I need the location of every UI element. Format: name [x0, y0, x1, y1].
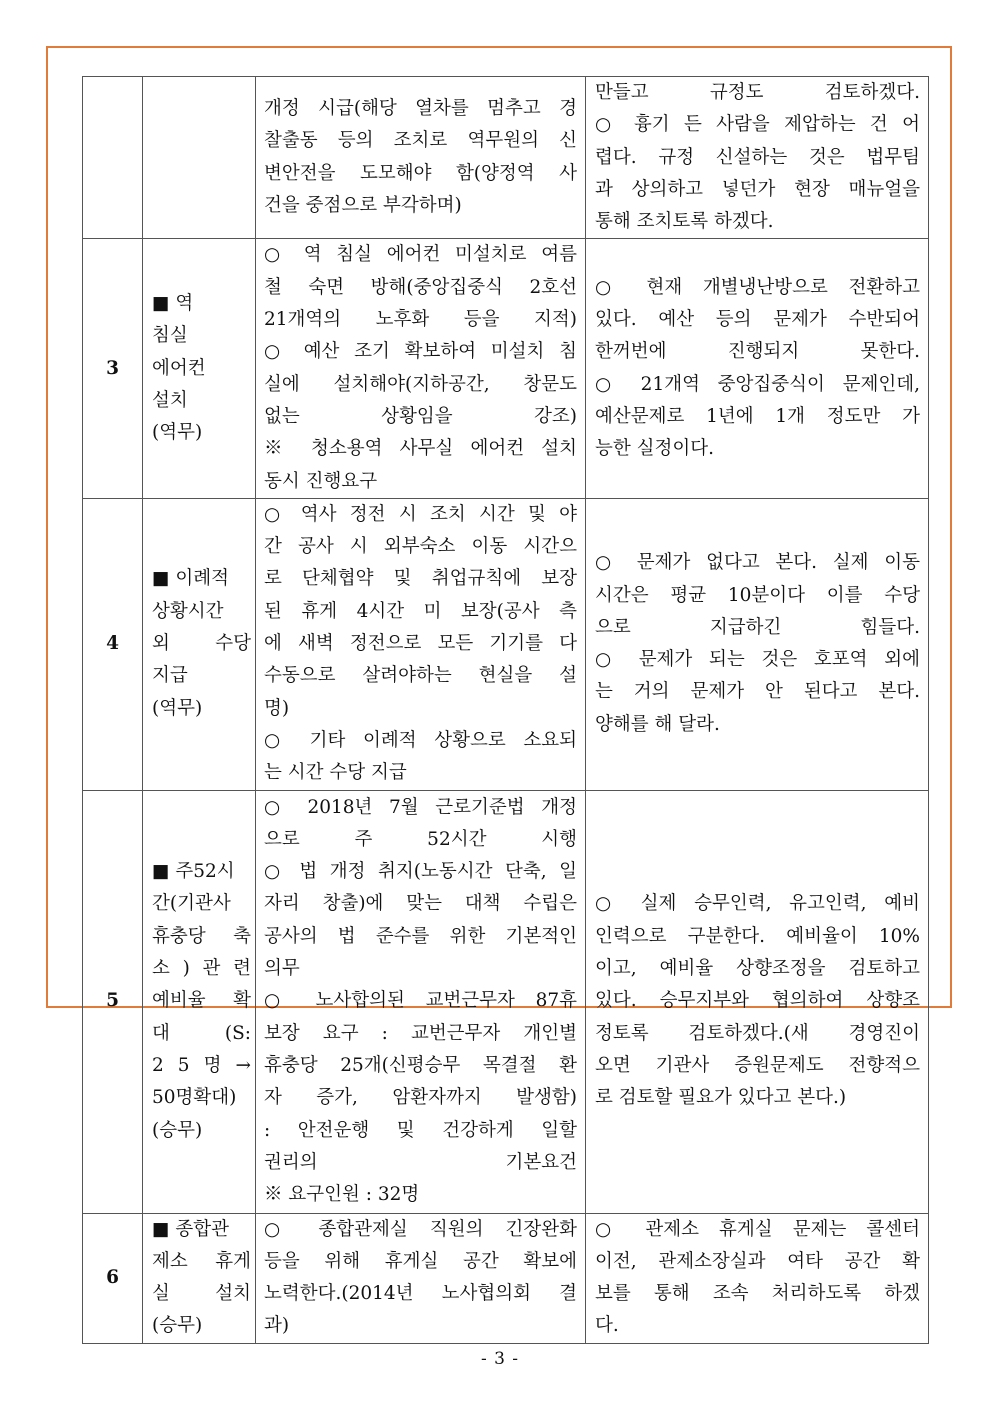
- demand-line: 자리 창출)에 맞는 대책 수립은: [264, 893, 577, 915]
- item-line: 예비율 확: [152, 990, 251, 1012]
- response-line: ○ 현재 개별냉난방으로 전환하고: [595, 276, 920, 298]
- demand-line: ※ 청소용역 사무실 에어컨 설치: [264, 438, 577, 460]
- item-cell: [143, 1213, 256, 1343]
- demand-line: 는 시간 수당 지급: [264, 762, 407, 784]
- demand-line: 건을 중점으로 부각하며): [264, 195, 462, 217]
- demand-line: 휴충당 25개(신평승무 목결절 환: [264, 1054, 577, 1076]
- response-line: ○ 흉기 든 사람을 제압하는 건 어: [595, 114, 920, 136]
- item-line: (승무): [152, 1119, 203, 1141]
- demand-line: 으로 주 52시간 시행: [264, 828, 577, 850]
- row-number: 6: [83, 1213, 143, 1343]
- item-line: 2 5 명 →: [152, 1054, 251, 1076]
- demand-line: 공사의 법 준수를 위한 기본적인: [264, 925, 577, 947]
- response-cell: [586, 77, 929, 239]
- item-line: (승무): [152, 1315, 203, 1337]
- demand-line: 된 휴게 4시간 미 보장(공사 측: [264, 600, 577, 622]
- response-cell: [586, 1213, 929, 1343]
- item-line: 에어컨: [152, 357, 206, 379]
- response-line: 양해를 해 달라.: [595, 713, 720, 735]
- response-line: 보를 통해 조속 처리하도록 하겠: [595, 1283, 920, 1305]
- demand-line: ○ 역 침실 에어컨 미설치로 여름: [264, 244, 577, 266]
- item-line: 설치: [152, 389, 188, 411]
- item-cell: [143, 77, 256, 239]
- demand-line: ○ 예산 조기 확보하여 미설치 침: [264, 341, 577, 363]
- item-line: 50명확대): [152, 1087, 237, 1109]
- table-row: [83, 790, 929, 1213]
- demand-line: 의무: [264, 958, 300, 980]
- item-line: 소 ) 관 련: [152, 958, 251, 980]
- response-line: ○ 관제소 휴게실 문제는 콜센터: [595, 1218, 920, 1240]
- response-line: 있다. 예산 등의 문제가 수반되어: [595, 309, 920, 331]
- demand-line: 권리의 기본요건: [264, 1151, 577, 1173]
- item-line: ■ 종합관: [152, 1218, 229, 1240]
- demand-cell: [256, 498, 586, 790]
- response-line: ○ 문제가 없다고 본다. 실제 이동: [595, 552, 920, 574]
- demand-line: 과): [264, 1315, 290, 1337]
- response-line: 정토록 검토하겠다.(새 경영진이: [595, 1022, 920, 1044]
- response-line: 로 검토할 필요가 있다고 본다.): [595, 1087, 847, 1109]
- demand-line: ○ 종합관제실 직원의 긴장완화: [264, 1218, 577, 1240]
- demand-line: 개정 시급(해당 열차를 멈추고 경: [264, 98, 577, 120]
- item-line: 침실: [152, 325, 188, 347]
- response-line: 이전, 관제소장실과 여타 공간 확: [595, 1250, 920, 1272]
- response-line: 있다. 승무지부와 협의하여 상향조: [595, 990, 920, 1012]
- response-line: 과 상의하고 넣던가 현장 매뉴얼을: [595, 178, 920, 200]
- response-line: 으로 지급하긴 힘들다.: [595, 616, 920, 638]
- item-line: 외 수당: [152, 633, 251, 655]
- item-line: 상황시간: [152, 600, 224, 622]
- demand-line: 동시 진행요구: [264, 470, 378, 492]
- demand-line: 21개역의 노후화 등을 지적): [264, 309, 577, 331]
- item-line: 대 (S:: [152, 1022, 251, 1044]
- demand-line: : 안전운행 및 건강하게 일할: [264, 1119, 577, 1141]
- row-number: 3: [83, 239, 143, 498]
- row-number: 4: [83, 498, 143, 790]
- demand-line: 에 새벽 정전으로 모든 기기를 다: [264, 633, 577, 655]
- demand-line: 로 단체협약 및 취업규칙에 보장: [264, 568, 577, 590]
- demand-cell: [256, 790, 586, 1213]
- table-row: [83, 239, 929, 498]
- item-line: (역무): [152, 697, 203, 719]
- demand-line: 노력한다.(2014년 노사협의회 결: [264, 1283, 577, 1305]
- item-line: 제소 휴게: [152, 1250, 251, 1272]
- demand-line: 찰출동 등의 조치로 역무원의 신: [264, 130, 577, 152]
- demand-line: ○ 역사 정전 시 조치 시간 및 야: [264, 503, 577, 525]
- response-line: 예산문제로 1년에 1개 정도만 가: [595, 405, 920, 427]
- item-line: 실 설치: [152, 1283, 251, 1305]
- item-line: 간(기관사: [152, 893, 231, 915]
- response-line: 시간은 평균 10분이다 이를 수당: [595, 584, 920, 606]
- response-line: 능한 실정이다.: [595, 438, 714, 460]
- item-line: 지급: [152, 665, 188, 687]
- response-line: 오면 기관사 증원문제도 전향적으: [595, 1054, 920, 1076]
- response-line: 한꺼번에 진행되지 못한다.: [595, 341, 920, 363]
- demand-line: 변안전을 도모해야 함(양정역 사: [264, 162, 577, 184]
- demand-cell: [256, 77, 586, 239]
- table-row: [83, 498, 929, 790]
- row-number: 5: [83, 790, 143, 1213]
- item-cell: [143, 790, 256, 1213]
- response-line: ○ 실제 승무인력, 유고인력, 예비: [595, 893, 920, 915]
- item-cell: [143, 498, 256, 790]
- response-cell: [586, 498, 929, 790]
- item-line: ■ 주52시: [152, 861, 235, 883]
- table-row: [83, 77, 929, 239]
- response-cell: [586, 239, 929, 498]
- demand-line: ○ 노사합의된 교번근무자 87휴: [264, 990, 577, 1012]
- response-line: ○ 21개역 중앙집중식이 문제인데,: [595, 373, 920, 395]
- demand-line: 수동으로 살려야하는 현실을 설: [264, 665, 577, 687]
- demand-line: ○ 2018년 7월 근로기준법 개정: [264, 796, 577, 818]
- row-number: [83, 77, 143, 239]
- negotiation-table: [82, 76, 929, 1344]
- item-line: ■ 이례적: [152, 568, 229, 590]
- page-number: - 3 -: [480, 1349, 520, 1369]
- demand-line: 자 증가, 암환자까지 발생함): [264, 1087, 577, 1109]
- demand-line: ○ 법 개정 취지(노동시간 단축, 일: [264, 861, 577, 883]
- demand-cell: [256, 239, 586, 498]
- response-cell: [586, 790, 929, 1213]
- response-line: ○ 문제가 되는 것은 호포역 외에: [595, 649, 920, 671]
- item-line: (역무): [152, 422, 203, 444]
- response-line: 만들고 규정도 검토하겠다.: [595, 82, 920, 103]
- demand-line: 명): [264, 697, 290, 719]
- item-cell: [143, 239, 256, 498]
- response-line: 는 거의 문제가 안 된다고 본다.: [595, 681, 920, 703]
- response-line: 통해 조치토록 하겠다.: [595, 211, 774, 233]
- demand-line: 철 숙면 방해(중앙집중식 2호선: [264, 276, 577, 298]
- demand-line: 실에 설치해야(지하공간, 창문도: [264, 373, 577, 395]
- demand-line: 보장 요구 : 교번근무자 개인별: [264, 1022, 577, 1044]
- item-line: ■ 역: [152, 292, 194, 314]
- demand-line: 없는 상황임을 강조): [264, 405, 577, 427]
- table-row: [83, 1213, 929, 1343]
- response-line: 이고, 예비율 상향조정을 검토하고: [595, 958, 920, 980]
- response-line: 인력으로 구분한다. 예비율이 10%: [595, 925, 920, 947]
- demand-line: ※ 요구인원 : 32명: [264, 1184, 420, 1206]
- response-line: 렵다. 규정 신설하는 것은 법무팀: [595, 146, 920, 168]
- demand-cell: [256, 1213, 586, 1343]
- demand-line: ○ 기타 이례적 상황으로 소요되: [264, 729, 577, 751]
- item-line: 휴충당 축: [152, 925, 251, 947]
- demand-line: 간 공사 시 외부숙소 이동 시간으: [264, 536, 577, 558]
- response-line: 다.: [595, 1315, 619, 1337]
- demand-line: 등을 위해 휴게실 공간 확보에: [264, 1250, 577, 1272]
